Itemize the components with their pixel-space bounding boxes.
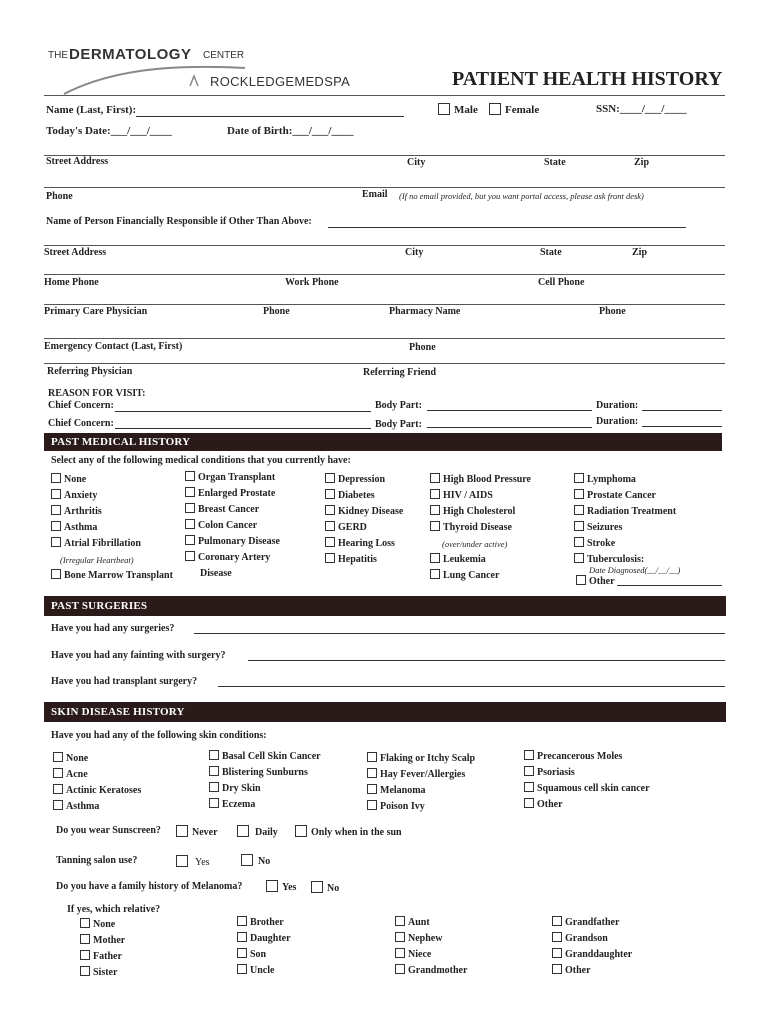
checkbox[interactable] bbox=[53, 752, 63, 762]
checkbox[interactable] bbox=[574, 489, 584, 499]
relative-col4 bbox=[552, 915, 632, 979]
checkbox[interactable] bbox=[185, 551, 195, 561]
checkbox[interactable] bbox=[430, 521, 440, 531]
checkbox[interactable] bbox=[51, 537, 61, 547]
pmh-item-lung-cancer[interactable]: Lung Cancer bbox=[430, 568, 531, 584]
relative-sister[interactable]: Sister bbox=[80, 965, 125, 981]
skin-item-bcc[interactable]: Basal Cell Skin Cancer bbox=[209, 749, 321, 765]
relative-grandmother[interactable]: Grandmother bbox=[395, 963, 467, 979]
checkbox[interactable] bbox=[367, 768, 377, 778]
financial-field[interactable] bbox=[328, 227, 686, 228]
checkbox[interactable] bbox=[176, 855, 188, 867]
checkbox[interactable] bbox=[325, 473, 335, 483]
melanoma-yes[interactable]: Yes bbox=[266, 880, 296, 893]
relative-grandson[interactable]: Grandson bbox=[552, 931, 632, 947]
pmh-col4 bbox=[430, 472, 531, 584]
checkbox[interactable] bbox=[430, 569, 440, 579]
checkbox[interactable] bbox=[51, 489, 61, 499]
state-label: State bbox=[544, 157, 566, 168]
checkbox[interactable] bbox=[574, 553, 584, 563]
pmh-item-hepatitis[interactable]: Hepatitis bbox=[325, 552, 403, 568]
relative-daughter[interactable]: Daughter bbox=[237, 931, 291, 947]
logo-dermatology: DERMATOLOGY bbox=[69, 46, 192, 63]
checkbox[interactable] bbox=[574, 537, 584, 547]
pmh-item-arthritis[interactable]: Arthritis bbox=[51, 504, 173, 520]
pmh-other-field[interactable] bbox=[617, 585, 722, 586]
pmh-item-diabetes[interactable]: Diabetes bbox=[325, 488, 403, 504]
checkbox[interactable] bbox=[176, 825, 188, 837]
skin-item-allergies[interactable]: Hay Fever/Allergies bbox=[367, 767, 475, 783]
pmh-item-afib[interactable]: Atrial Fibrillation bbox=[51, 536, 173, 552]
chief-concern-2-label: Chief Concern: bbox=[48, 418, 114, 429]
pmh-item-stroke[interactable]: Stroke bbox=[574, 536, 676, 552]
pmh-header: PAST MEDICAL HISTORY bbox=[44, 433, 722, 451]
pmh-afib-note: (Irregular Heartbeat) bbox=[60, 555, 134, 565]
surgeries-q2-field[interactable] bbox=[248, 660, 725, 661]
checkbox[interactable] bbox=[395, 916, 405, 926]
body-part-1-field[interactable] bbox=[427, 410, 592, 411]
surgeries-q1-field[interactable] bbox=[194, 633, 725, 634]
pmh-item-pulmonary[interactable]: Pulmonary Disease bbox=[185, 534, 280, 550]
checkbox[interactable] bbox=[574, 521, 584, 531]
sunscreen-question: Do you wear Sunscreen? bbox=[56, 825, 161, 836]
checkbox[interactable] bbox=[209, 750, 219, 760]
checkbox[interactable] bbox=[237, 948, 247, 958]
checkbox[interactable] bbox=[295, 825, 307, 837]
skin-item-poison-ivy[interactable]: Poison Ivy bbox=[367, 799, 475, 815]
checkbox[interactable] bbox=[430, 505, 440, 515]
pmh-item-gerd[interactable]: GERD bbox=[325, 520, 403, 536]
relative-none[interactable]: None bbox=[80, 917, 125, 933]
checkbox[interactable] bbox=[51, 505, 61, 515]
email-note: (If no email provided, but you want portal access, please ask front desk) bbox=[399, 191, 644, 201]
skin-instruction: Have you had any of the following skin conditions: bbox=[51, 730, 267, 741]
work-phone-label: Work Phone bbox=[285, 277, 339, 288]
skin-item-asthma[interactable]: Asthma bbox=[53, 799, 141, 815]
checkbox[interactable] bbox=[185, 503, 195, 513]
skin-item-dry-skin[interactable]: Dry Skin bbox=[209, 781, 321, 797]
pmh-item-hbp[interactable]: High Blood Pressure bbox=[430, 472, 531, 488]
checkbox[interactable] bbox=[325, 521, 335, 531]
pmh-item-leukemia[interactable]: Leukemia bbox=[430, 552, 531, 568]
surgeries-header: PAST SURGERIES bbox=[44, 596, 726, 616]
dob-field[interactable]: Date of Birth:___/___/____ bbox=[227, 125, 354, 137]
checkbox[interactable] bbox=[325, 505, 335, 515]
referring-friend-label: Referring Friend bbox=[363, 367, 437, 378]
skin-item-melanoma[interactable]: Melanoma bbox=[367, 783, 475, 799]
pmh-item-enlarged-prostate[interactable]: Enlarged Prostate bbox=[185, 486, 280, 502]
duration-2-field[interactable] bbox=[642, 426, 722, 427]
skin-header: SKIN DISEASE HISTORY bbox=[44, 702, 726, 722]
relative-granddaughter[interactable]: Granddaughter bbox=[552, 947, 632, 963]
pmh-item-kidney[interactable]: Kidney Disease bbox=[325, 504, 403, 520]
checkbox[interactable] bbox=[367, 800, 377, 810]
pmh-item-cholesterol[interactable]: High Cholesterol bbox=[430, 504, 531, 520]
logo-the: THE bbox=[48, 50, 68, 61]
checkbox[interactable] bbox=[395, 964, 405, 974]
relative-other[interactable]: Other bbox=[552, 963, 632, 979]
pmh-item-colon-cancer[interactable]: Colon Cancer bbox=[185, 518, 280, 534]
emergency-phone-label: Phone bbox=[409, 342, 436, 353]
relative-question: If yes, which relative? bbox=[67, 904, 161, 915]
relative-nephew[interactable]: Nephew bbox=[395, 931, 467, 947]
skin-item-moles[interactable]: Precancerous Moles bbox=[524, 749, 650, 765]
zip-label: Zip bbox=[634, 157, 650, 168]
checkbox[interactable] bbox=[311, 881, 323, 893]
sunscreen-daily[interactable]: Daily bbox=[237, 825, 278, 838]
relative-col2 bbox=[237, 915, 291, 979]
logo-center: CENTER bbox=[203, 50, 245, 61]
tanning-yes[interactable]: Yes bbox=[176, 855, 210, 868]
checkbox[interactable] bbox=[524, 798, 534, 808]
checkbox[interactable] bbox=[430, 553, 440, 563]
relative-uncle[interactable]: Uncle bbox=[237, 963, 291, 979]
checkbox[interactable] bbox=[552, 964, 562, 974]
surgeries-q3-field[interactable] bbox=[218, 686, 725, 687]
surgeries-q2: Have you had any fainting with surgery? bbox=[51, 650, 226, 661]
pmh-item-prostate-cancer[interactable]: Prostate Cancer bbox=[574, 488, 676, 504]
skin-col1 bbox=[53, 751, 141, 815]
tanning-no[interactable]: No bbox=[241, 854, 270, 867]
relative-mother[interactable]: Mother bbox=[80, 933, 125, 949]
relative-father[interactable]: Father bbox=[80, 949, 125, 965]
relative-aunt[interactable]: Aunt bbox=[395, 915, 467, 931]
relative-col3 bbox=[395, 915, 467, 979]
tanning-question: Tanning salon use? bbox=[56, 855, 138, 866]
checkbox[interactable] bbox=[367, 752, 377, 762]
checkbox[interactable] bbox=[51, 521, 61, 531]
todays-date-field[interactable]: Today's Date:___/___/____ bbox=[46, 125, 172, 137]
skin-item-none[interactable]: None bbox=[53, 751, 141, 767]
checkbox[interactable] bbox=[237, 916, 247, 926]
male-checkbox[interactable] bbox=[438, 103, 450, 115]
skin-item-actinic[interactable]: Actinic Keratoses bbox=[53, 783, 141, 799]
sunscreen-never[interactable]: Never bbox=[176, 825, 218, 838]
checkbox[interactable] bbox=[395, 932, 405, 942]
zip2-label: Zip bbox=[632, 247, 648, 258]
checkbox[interactable] bbox=[552, 932, 562, 942]
checkbox[interactable] bbox=[524, 782, 534, 792]
pmh-item-lymphoma[interactable]: Lymphoma bbox=[574, 472, 676, 488]
checkbox[interactable] bbox=[80, 950, 90, 960]
checkbox[interactable] bbox=[80, 966, 90, 976]
checkbox[interactable] bbox=[53, 784, 63, 794]
pmh-col1 bbox=[51, 472, 173, 584]
checkbox[interactable] bbox=[237, 932, 247, 942]
pmh-item-none[interactable]: None bbox=[51, 472, 173, 488]
surgeries-q1: Have you had any surgeries? bbox=[51, 623, 175, 634]
skin-col4 bbox=[524, 749, 650, 813]
ssn-field[interactable]: SSN:____/___/____ bbox=[596, 103, 687, 115]
pmh-thyroid-note: (over/under active) bbox=[442, 539, 508, 549]
checkbox[interactable] bbox=[524, 766, 534, 776]
pmh-tb-date[interactable]: Date Diagnosed(__/__/__) bbox=[589, 565, 681, 575]
checkbox[interactable] bbox=[53, 800, 63, 810]
name-field[interactable] bbox=[136, 116, 404, 117]
checkbox[interactable] bbox=[185, 535, 195, 545]
checkbox[interactable] bbox=[185, 487, 195, 497]
checkbox[interactable] bbox=[209, 766, 219, 776]
relative-niece[interactable]: Niece bbox=[395, 947, 467, 963]
pmh-item-thyroid[interactable]: Thyroid Disease bbox=[430, 520, 531, 536]
financial-label: Name of Person Financially Responsible if Other Than Above: bbox=[46, 216, 312, 227]
skin-item-other[interactable]: Other bbox=[524, 797, 650, 813]
skin-item-eczema[interactable]: Eczema bbox=[209, 797, 321, 813]
pmh-item-tb[interactable]: Tuberculosis: bbox=[574, 552, 676, 568]
skin-item-scc[interactable]: Squamous cell skin cancer bbox=[524, 781, 650, 797]
pmh-col2 bbox=[185, 470, 280, 582]
checkbox[interactable] bbox=[241, 854, 253, 866]
checkbox[interactable] bbox=[325, 489, 335, 499]
cell-phone-label: Cell Phone bbox=[538, 277, 585, 288]
city2-label: City bbox=[405, 247, 424, 258]
pmh-item-cad[interactable]: Coronary Artery bbox=[185, 550, 280, 566]
checkbox[interactable] bbox=[80, 918, 90, 928]
street-label: Street Address bbox=[46, 156, 109, 167]
pmh-item-hiv[interactable]: HIV / AIDS bbox=[430, 488, 531, 504]
emergency-contact-label: Emergency Contact (Last, First) bbox=[44, 341, 183, 352]
checkbox[interactable] bbox=[395, 948, 405, 958]
email-label: Email bbox=[362, 189, 388, 200]
checkbox[interactable] bbox=[574, 473, 584, 483]
checkbox[interactable] bbox=[237, 825, 249, 837]
checkbox[interactable] bbox=[552, 948, 562, 958]
checkbox[interactable] bbox=[430, 473, 440, 483]
pmh-item-breast-cancer[interactable]: Breast Cancer bbox=[185, 502, 280, 518]
checkbox[interactable] bbox=[266, 880, 278, 892]
home-phone-label: Home Phone bbox=[44, 277, 99, 288]
pcp-label: Primary Care Physician bbox=[44, 306, 148, 317]
checkbox[interactable] bbox=[51, 569, 61, 579]
checkbox[interactable] bbox=[325, 537, 335, 547]
phone-label: Phone bbox=[46, 191, 73, 202]
skin-item-scalp[interactable]: Flaking or Itchy Scalp bbox=[367, 751, 475, 767]
checkbox[interactable] bbox=[576, 575, 586, 585]
checkbox[interactable] bbox=[185, 471, 195, 481]
pmh-col5 bbox=[574, 472, 676, 568]
street2-label: Street Address bbox=[44, 247, 107, 258]
city-label: City bbox=[407, 157, 426, 168]
checkbox[interactable] bbox=[209, 798, 219, 808]
male-option[interactable]: Male bbox=[438, 103, 478, 116]
body-part-2-field[interactable] bbox=[427, 427, 592, 428]
checkbox[interactable] bbox=[51, 473, 61, 483]
pmh-item-anxiety[interactable]: Anxiety bbox=[51, 488, 173, 504]
body-part-1-label: Body Part: bbox=[375, 400, 422, 411]
checkbox[interactable] bbox=[367, 784, 377, 794]
checkbox[interactable] bbox=[552, 916, 562, 926]
female-checkbox[interactable] bbox=[489, 103, 501, 115]
duration-1-label: Duration: bbox=[596, 400, 639, 411]
pmh-item-asthma[interactable]: Asthma bbox=[51, 520, 173, 536]
skin-col2 bbox=[209, 749, 321, 813]
pmh-cad-line2: Disease bbox=[200, 568, 232, 579]
checkbox[interactable] bbox=[574, 505, 584, 515]
pmh-col3 bbox=[325, 472, 403, 568]
checkbox[interactable] bbox=[430, 489, 440, 499]
checkbox[interactable] bbox=[325, 553, 335, 563]
duration-2-label: Duration: bbox=[596, 416, 639, 427]
relative-brother[interactable]: Brother bbox=[237, 915, 291, 931]
skin-col3 bbox=[367, 751, 475, 815]
sunscreen-only-sun[interactable]: Only when in the sun bbox=[295, 825, 402, 838]
female-option[interactable]: Female bbox=[489, 103, 539, 116]
pmh-item-radiation[interactable]: Radiation Treatment bbox=[574, 504, 676, 520]
chief-concern-2-field[interactable] bbox=[115, 428, 371, 429]
relative-grandfather[interactable]: Grandfather bbox=[552, 915, 632, 931]
pmh-item-depression[interactable]: Depression bbox=[325, 472, 403, 488]
relative-son[interactable]: Son bbox=[237, 947, 291, 963]
checkbox[interactable] bbox=[237, 964, 247, 974]
name-label: Name (Last, First): bbox=[46, 104, 137, 116]
chief-concern-1-label: Chief Concern: bbox=[48, 400, 114, 411]
checkbox[interactable] bbox=[524, 750, 534, 760]
skin-item-acne[interactable]: Acne bbox=[53, 767, 141, 783]
checkbox[interactable] bbox=[185, 519, 195, 529]
body-part-2-label: Body Part: bbox=[375, 419, 422, 430]
page-title: PATIENT HEALTH HISTORY bbox=[452, 68, 723, 90]
checkbox[interactable] bbox=[209, 782, 219, 792]
pmh-item-organ-transplant[interactable]: Organ Transplant bbox=[185, 470, 280, 486]
duration-1-field[interactable] bbox=[642, 410, 722, 411]
reason-title: REASON FOR VISIT: bbox=[48, 388, 146, 399]
relative-col1 bbox=[80, 917, 125, 981]
pmh-item-seizures[interactable]: Seizures bbox=[574, 520, 676, 536]
referring-physician-label: Referring Physician bbox=[47, 366, 133, 377]
skin-item-sunburns[interactable]: Blistering Sunburns bbox=[209, 765, 321, 781]
pcp-phone-label: Phone bbox=[263, 306, 290, 317]
pmh-item-bone-marrow[interactable]: Bone Marrow Transplant bbox=[51, 568, 173, 584]
skin-item-psoriasis[interactable]: Psoriasis bbox=[524, 765, 650, 781]
melanoma-no[interactable]: No bbox=[311, 881, 339, 894]
pmh-item-hearing-loss[interactable]: Hearing Loss bbox=[325, 536, 403, 552]
melanoma-question: Do you have a family history of Melanoma? bbox=[56, 881, 243, 892]
checkbox[interactable] bbox=[80, 934, 90, 944]
checkbox[interactable] bbox=[53, 768, 63, 778]
pmh-instruction: Select any of the following medical conditions that you currently have: bbox=[51, 455, 351, 466]
pmh-item-other[interactable]: Other bbox=[576, 575, 615, 587]
logo-spa: ROCKLEDGEMEDSPA bbox=[210, 74, 351, 89]
state2-label: State bbox=[540, 247, 562, 258]
surgeries-q3: Have you had transplant surgery? bbox=[51, 676, 198, 687]
pharmacy-label: Pharmacy Name bbox=[389, 306, 461, 317]
chief-concern-1-field[interactable] bbox=[115, 411, 371, 412]
pharmacy-phone-label: Phone bbox=[599, 306, 626, 317]
